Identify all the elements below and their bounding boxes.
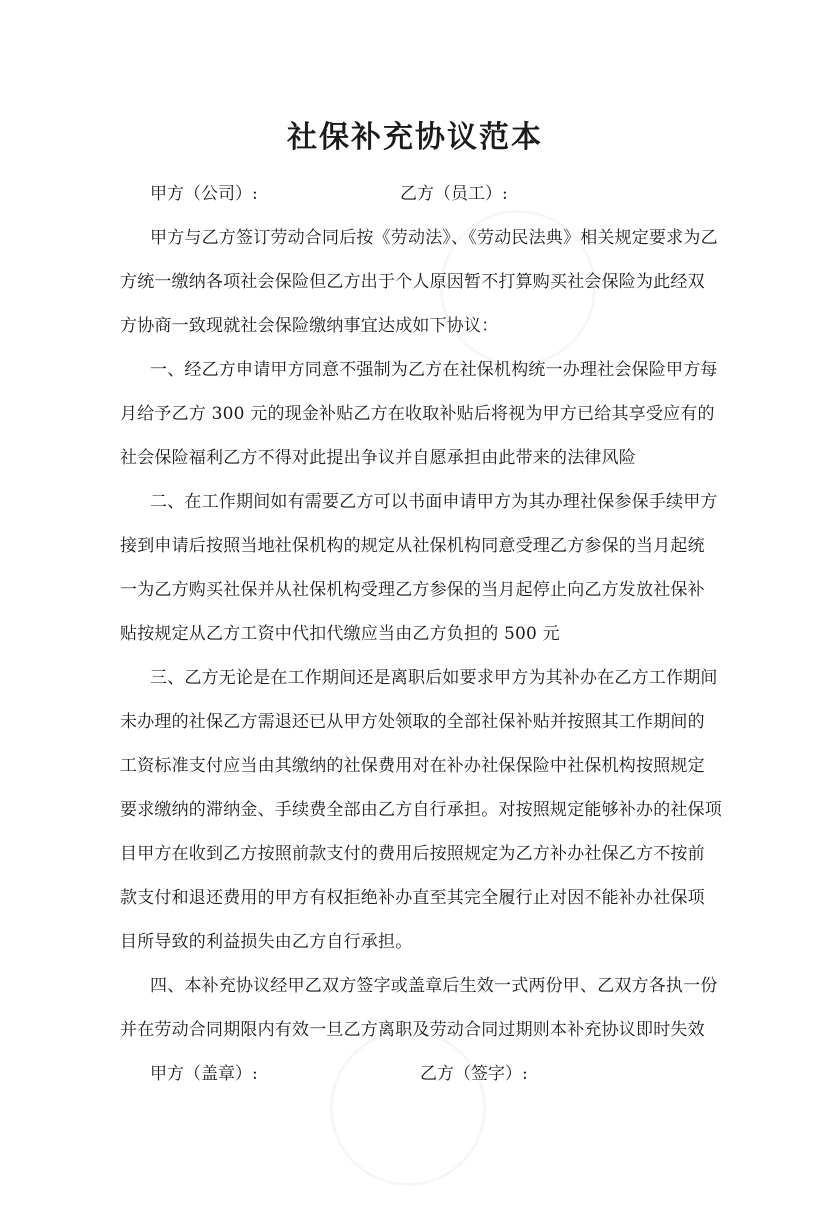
clause3-line: 要求缴纳的滞纳金、手续费全部由乙方自行承担。对按照规定能够补办的社保项 [120,800,722,820]
clause3-line: 目所导致的利益损失由乙方自行承担。 [120,932,413,952]
clause3-line: 工资标准支付应当由其缴纳的社保费用对在补办社保保险中社保机构按照规定 [120,756,705,776]
intro-line: 甲方与乙方签订劳动合同后按《劳动法》、《劳动民法典》相关规定要求为乙 [150,228,718,248]
clause2-line: 一为乙方购买社保并从社保机构受理乙方参保的当月起停止向乙方发放社保补 [120,580,705,600]
clause2-line: 二、在工作期间如有需要乙方可以书面申请甲方为其办理社保参保手续甲方 [150,492,718,512]
intro-line: 方统一缴纳各项社会保险但乙方出于个人原因暂不打算购买社会保险为此经双 [120,272,705,292]
clause3-line: 未办理的社保乙方需退还已从甲方处领取的全部社保补贴并按照其工作期间的 [120,712,705,732]
clause3-line: 三、乙方无论是在工作期间还是离职后如要求甲方为其补办在乙方工作期间 [150,668,718,688]
party-a-seal-label: 甲方（盖章）: [150,1064,258,1084]
party-b-label: 乙方（员工）: [400,184,508,204]
party-b-signature-label: 乙方（签字）: [420,1064,528,1084]
clause3-line: 款支付和退还费用的甲方有权拒绝补办直至其完全履行止对因不能补办社保项 [120,888,705,908]
party-a-label: 甲方（公司）: [150,184,258,204]
clause3-line: 目甲方在收到乙方按照前款支付的费用后按照规定为乙方补办社保乙方不按前 [120,844,705,864]
clause2-line: 贴按规定从乙方工资中代扣代缴应当由乙方负担的 500 元 [120,624,560,644]
clause1-line: 月给予乙方 300 元的现金补贴乙方在收取补贴后将视为甲方已给其享受应有的 [120,404,715,424]
clause4-line: 并在劳动合同期限内有效一旦乙方离职及劳动合同过期则本补充协议即时失效 [120,1020,705,1040]
clause4-line: 四、本补充协议经甲乙双方签字或盖章后生效一式两份甲、乙双方各执一份 [150,976,718,996]
document-title: 社保补充协议范本 [287,120,543,155]
intro-line: 方协商一致现就社会保险缴纳事宜达成如下协议： [120,316,499,336]
clause2-line: 接到申请后按照当地社保机构的规定从社保机构同意受理乙方参保的当月起统 [120,536,705,556]
clause1-line: 一、经乙方申请甲方同意不强制为乙方在社保机构统一办理社会保险甲方每 [150,360,718,380]
clause1-line: 社会保险福利乙方不得对此提出争议并自愿承担由此带来的法律风险 [120,448,636,468]
